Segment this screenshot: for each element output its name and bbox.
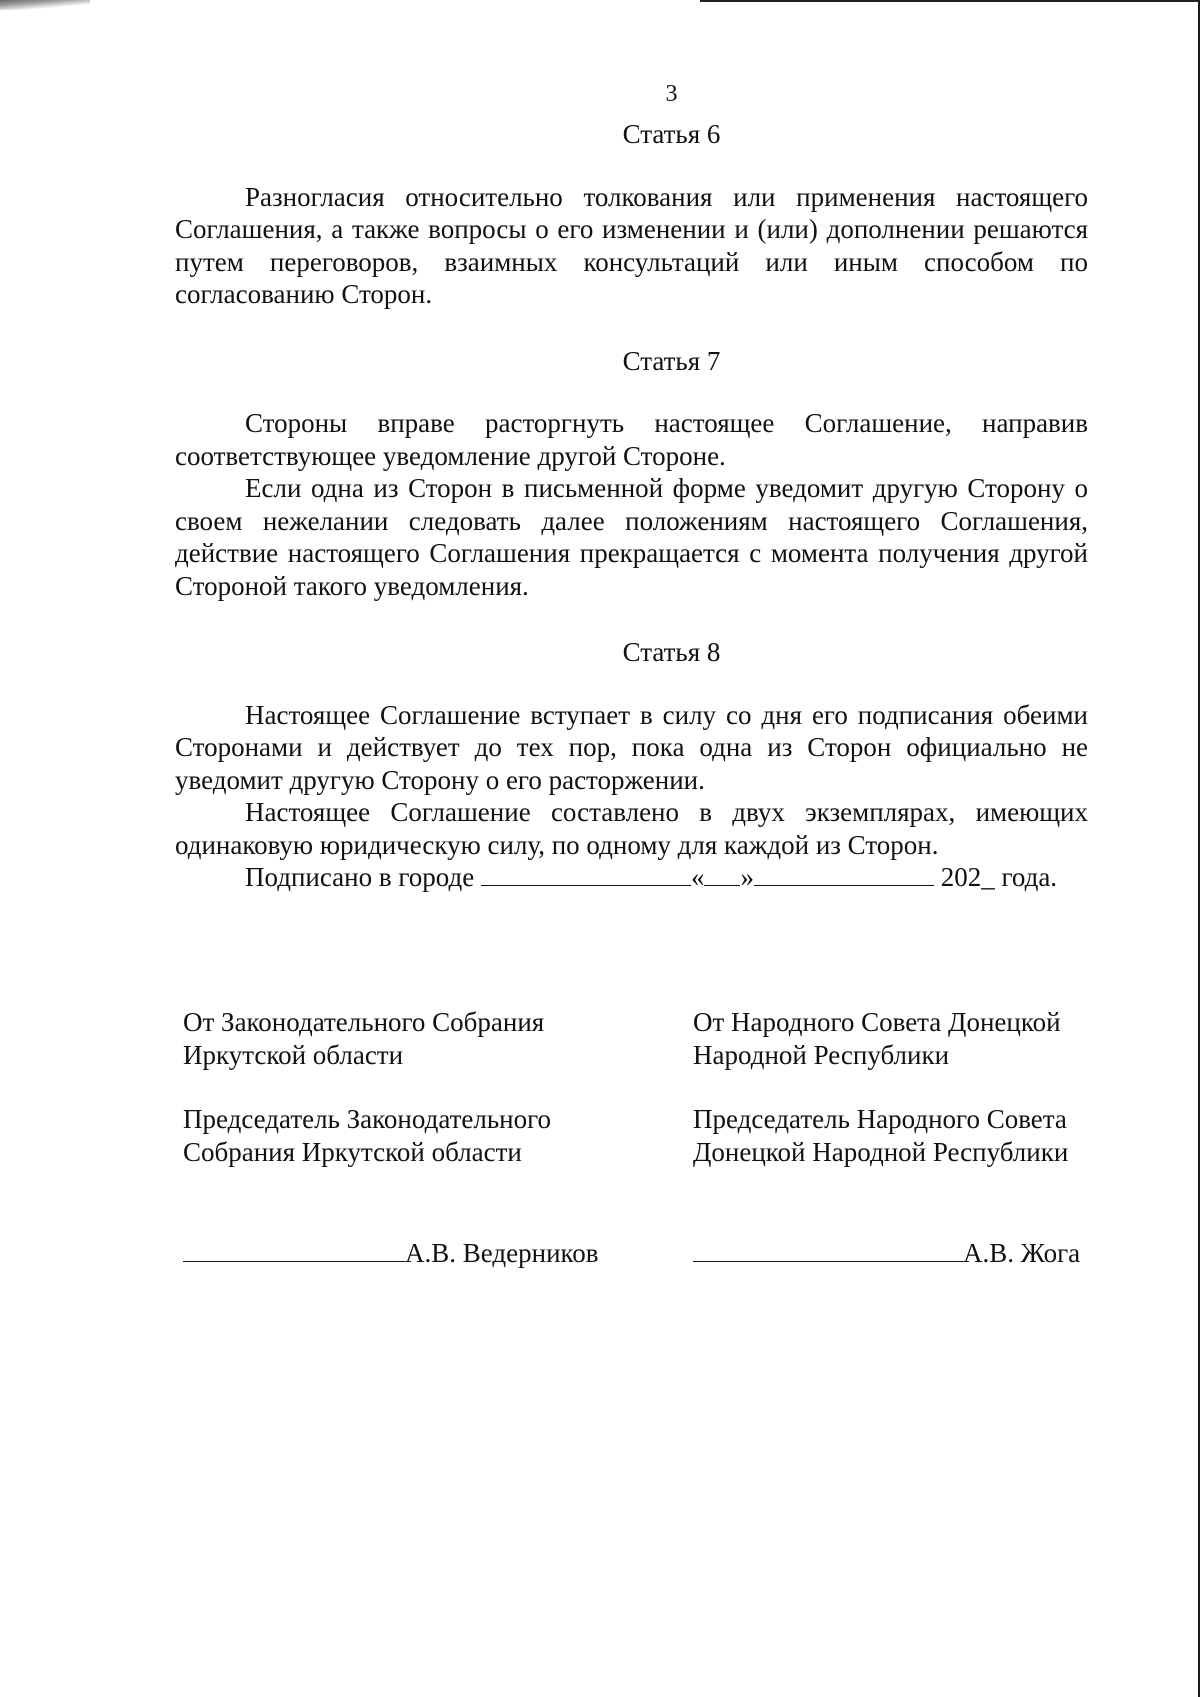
signatory-right [693, 1006, 1093, 1200]
scan-shadow-corner [0, 0, 90, 10]
signatory-right-from-line2: Народной Республики [693, 1039, 950, 1070]
signatory-left-position-line1: Председатель Законодательного [183, 1104, 552, 1134]
page-number: 3 [665, 81, 678, 107]
section-spacer [175, 311, 1088, 345]
signatory-right-name: А.В. Жога [963, 1238, 1081, 1268]
signed-in-city-line [175, 861, 1088, 894]
signatory-right-from [693, 1006, 1093, 1071]
article-8-paragraph-2: Настоящее Соглашение составлено в двух экземплярах, имеющих одинаковую юридическую силу, по одному для каждой из Сторон. [175, 797, 1088, 860]
signatory-left-from [183, 1006, 643, 1071]
signatory-left [183, 1006, 643, 1200]
signatory-right-position-line2: Донецкой Народной Республики [693, 1136, 1069, 1167]
quote-open: « [690, 862, 705, 892]
signatory-right-position [693, 1103, 1093, 1168]
signed-prefix: Подписано в городе [245, 862, 475, 892]
signature-line-left [183, 1237, 599, 1270]
signed-year: 202_ года. [940, 862, 1058, 892]
city-blank [481, 863, 691, 886]
document-page [175, 78, 1088, 894]
signatory-left-from-line1: От Законодательного Собрания [183, 1007, 545, 1037]
signatory-right-position-line1: Председатель Народного Совета [693, 1104, 1067, 1134]
month-blank [754, 863, 934, 886]
article-7-paragraph-2: Если одна из Сторон в письменной форме уведомит другую Сторону о своем нежелании следовать далее положениям настоящего Соглашения, действие настоящего Соглашения прекращается с момента получения другой Стороной такого уведомления. [175, 473, 1088, 601]
article-6 [175, 118, 1088, 311]
article-7-paragraph-1: Стороны вправе расторгнуть настоящее Соглашение, направив соответствующее уведомление другой Стороне. [175, 408, 1088, 471]
signatory-left-name: А.В. Ведерников [405, 1238, 599, 1268]
signatory-left-position-line2: Собрания Иркутской области [183, 1136, 522, 1167]
article-6-title: Статья 6 [622, 119, 721, 149]
article-8 [175, 636, 1088, 894]
article-7-title: Статья 7 [622, 345, 721, 376]
signatory-right-from-line1: От Народного Совета Донецкой [693, 1007, 1061, 1037]
quote-close: » [740, 862, 754, 892]
signature-line-right [693, 1237, 1080, 1270]
article-6-paragraph-1: Разногласия относительно толкования или применения настоящего Соглашения, а также вопросы о его изменении и (или) дополнении решаются путем переговоров, взаимных консультаций или иным способом по согласованию Сторон. [175, 181, 1088, 309]
signatory-left-position [183, 1103, 643, 1168]
signature-blank-right [693, 1239, 963, 1262]
article-8-title: Статья 8 [622, 637, 721, 667]
section-spacer [175, 602, 1088, 636]
scan-edge-top [700, 0, 1200, 2]
article-7 [175, 345, 1088, 603]
day-blank [704, 863, 740, 886]
article-8-paragraph-1: Настоящее Соглашение вступает в силу со дня его подписания обеими Сторонами и действует до тех пор, пока одна из Сторон официально не уведомит другую Сторону о его расторжении. [175, 699, 1088, 795]
signatory-left-from-line2: Иркутской области [183, 1039, 404, 1070]
signature-blank-left [183, 1239, 405, 1262]
